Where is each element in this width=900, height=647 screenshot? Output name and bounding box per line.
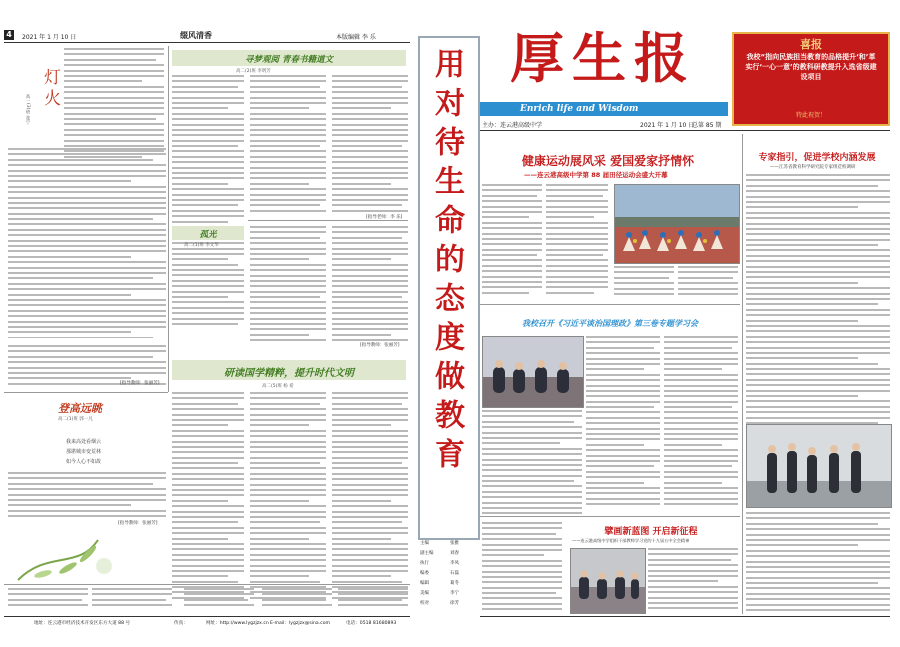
col1-author: 高一(3)班 张宁: [25, 94, 30, 125]
footer-col-5: [338, 588, 408, 612]
vertical-slogan-text: 用对待生命的态度做教育: [429, 48, 464, 477]
headline-title: 健康运动展风采 爱国爱家抒情怀: [521, 154, 695, 168]
good-news-bottom: 特此祝贺！: [795, 112, 826, 119]
right-col-divider: [742, 134, 743, 614]
left-col-divider-1: [168, 46, 169, 392]
staff-label-4: 编委: [420, 571, 429, 576]
article4-body-2: [648, 548, 738, 612]
article2-subtitle: ——江苏省教育科学研究院专家组莅校调研: [770, 165, 856, 170]
sports-meet-photo: [614, 184, 740, 264]
middle-article1-col-a: [172, 75, 244, 325]
bamboo-illustration: [8, 530, 168, 582]
col1-title: 灯火: [40, 68, 60, 110]
col1-body-text-3: [8, 345, 166, 385]
left-editor: 本版编辑 李 乐: [336, 34, 376, 41]
article3-title: 我校召开《习近平谈治国理政》第三卷专题学习会: [522, 318, 698, 328]
article3-body-2: [586, 336, 660, 506]
staff-label-7: 校对: [420, 601, 429, 606]
article2-body-1: [746, 174, 890, 424]
footer-col-4: [262, 588, 332, 612]
headline-body-2: [546, 184, 608, 296]
poem-line-2: 那堪城市变荒林: [66, 449, 102, 455]
masthead-subtitle: Enrich life and Wisdom: [520, 104, 639, 114]
page-number-badge: 4: [4, 30, 14, 40]
middle-article2-caption: [指导教师：张丽芳]: [360, 343, 400, 348]
article3-bottom-rule: [480, 516, 740, 517]
poem-byline: 高二(1)班 郭一凡: [58, 417, 93, 422]
staff-name-3: 李凤: [450, 561, 459, 566]
bottom-article-col-2: [250, 392, 326, 600]
poem-line-1: 我来高处看烟云: [66, 439, 102, 445]
footer-address: 地址：连云港市经济技术开发区东方大道 88 号: [34, 621, 131, 626]
staff-label-6: 美编: [420, 591, 429, 596]
left-bottom-rule: [4, 584, 410, 585]
headline-bottom-rule: [480, 304, 740, 305]
footer-web: 网址：http://www.lygzjzx.cn: [206, 621, 269, 626]
middle-article1-byline: 高二(2)班 李明芳: [236, 69, 271, 74]
left-date: 2021 年 1 月 10 日: [22, 34, 77, 41]
article3-body-3: [664, 336, 738, 506]
article4-body-1: [482, 522, 562, 614]
headline-body-4: [678, 266, 738, 300]
staff-name-5: 葛冬: [450, 581, 459, 586]
good-news-label: 喜报: [800, 38, 822, 51]
masthead-date: 2021 年 1 月 10 日: [640, 122, 695, 129]
left-page: [0, 0, 416, 647]
bottom-article-title: 研读国学精粹，提升时代文明: [224, 368, 354, 379]
article2-body-2: [746, 512, 890, 612]
poem-title: 登高远眺: [58, 402, 102, 415]
masthead-title: 厚生报: [510, 26, 696, 90]
footer-col-1: [8, 588, 88, 612]
bottom-article-col-3: [332, 392, 408, 600]
article4-subtitle: ——连云港高级中学组织干部教师学习党的十九届五中全会精神: [572, 538, 690, 543]
headline-body-3: [614, 266, 674, 300]
study-meeting-photo: [482, 336, 584, 408]
left-mid-rule: [4, 392, 168, 393]
masthead-sponsor: 主办：连云港高级中学: [482, 122, 543, 129]
staff-name-7: 徐芳: [450, 601, 459, 606]
staff-name-6: 李宁: [450, 591, 459, 596]
staff-label-2: 副主编: [420, 551, 434, 556]
middle-article2-byline: 高二(1)班 李文华: [184, 243, 219, 248]
right-page: [480, 0, 898, 647]
left-section-title: 缀风清香: [180, 30, 212, 40]
expert-visit-photo: [746, 424, 892, 508]
right-footer-rule: [480, 616, 890, 617]
middle-article2-title: 孤光: [199, 230, 217, 240]
col1-body-text: [64, 48, 164, 160]
bottom-article-col-1: [172, 392, 244, 600]
middle-divider: [248, 220, 408, 221]
footer-rule: [4, 616, 410, 617]
poem-commentary: [8, 472, 166, 520]
masthead-issue: 总第 85 期: [692, 122, 722, 129]
middle-article1-caption: [指导老师：李 乐]: [366, 215, 403, 220]
headline-subtitle: ——连云港高级中学第 88 届田径运动会盛大开幕: [524, 171, 668, 179]
staff-name-4: 石磊: [450, 571, 459, 576]
party-study-photo: [570, 548, 646, 614]
article2-title: 专家指引，促进学校内涵发展: [758, 153, 876, 163]
footer-tel: 电话：0518 81680893: [346, 621, 397, 626]
middle-article2-col-c: [332, 226, 408, 344]
footer-col-2: [92, 588, 172, 612]
footer-col-3: [184, 588, 254, 612]
masthead-rule: [480, 130, 890, 131]
staff-name-1: 张雅: [450, 541, 459, 546]
footer-email: E-mail：lygzjzx@sina.com: [270, 621, 330, 626]
article3-body-1: [482, 410, 582, 514]
col1-body-text-2: [8, 148, 166, 338]
left-header-rule: [4, 42, 410, 43]
middle-article2-col-b: [250, 226, 326, 344]
poem-teacher-note: [指导教师：张丽芳]: [118, 521, 158, 526]
col1-caption: [指导教师：张丽芳]: [120, 381, 160, 386]
bottom-article-byline: 高二(5)班 杨 希: [262, 384, 294, 389]
article4-title: 擘画新蓝图 开启新征程: [604, 527, 698, 537]
staff-list: [420, 540, 476, 620]
staff-name-2: 刘春: [450, 551, 459, 556]
staff-label-5: 编辑: [420, 581, 429, 586]
footer-fax: 传真：: [174, 621, 188, 626]
staff-label-1: 主编: [420, 541, 429, 546]
staff-label-3: 执行: [420, 561, 429, 566]
middle-article1-col-c: [332, 75, 408, 215]
middle-article1-col-b: [250, 75, 326, 215]
good-news-text: 我校“指向民族担当教育的品格提升‘和’革实行‘一心一意’的教科研教提升入选省级建设项目: [745, 53, 877, 81]
middle-article1-title: 寻梦观阅 青春书籍道文: [245, 55, 333, 65]
headline-body-1: [482, 184, 542, 296]
poem-line-3: 如今人心不如故: [66, 459, 102, 465]
